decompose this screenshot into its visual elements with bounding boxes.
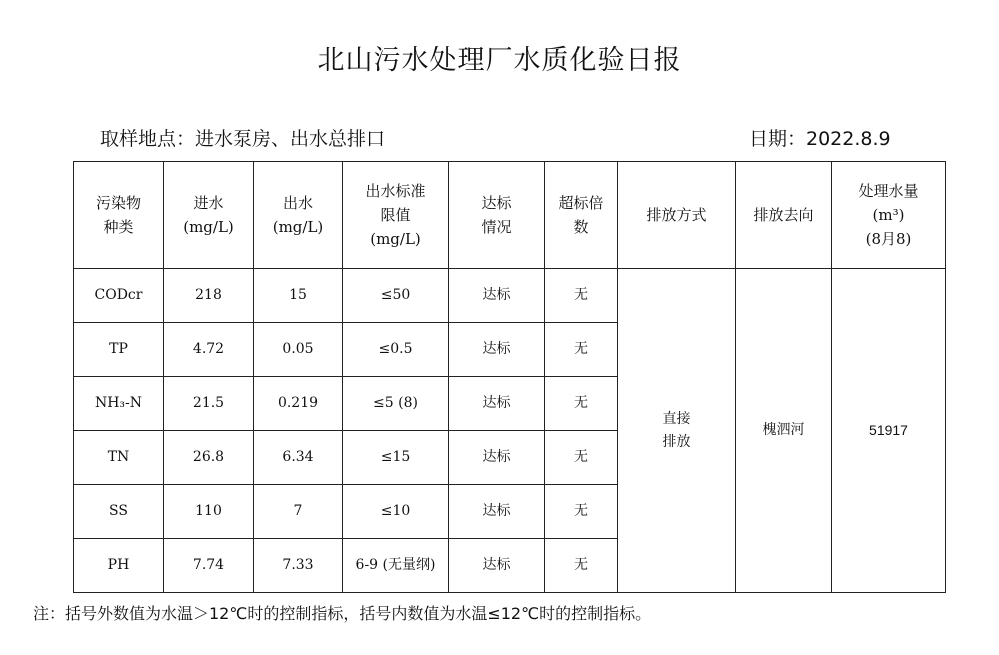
header-discharge-method: 排放方式 [618,162,736,269]
influent-value: 21.5 [164,377,254,431]
water-quality-table [73,161,946,593]
compliance-status: 达标 [449,269,545,323]
header-limit: 出水标准 限值 (mg/L) [343,162,449,269]
sampling-location: 取样地点：进水泵房、出水总排口 [100,128,386,150]
exceed-multiple: 无 [545,539,618,593]
compliance-status: 达标 [449,431,545,485]
effluent-value: 7 [254,485,343,539]
limit-value: 6-9 (无量纲) [343,539,449,593]
effluent-value: 15 [254,269,343,323]
header-compliance: 达标 情况 [449,162,545,269]
discharge-method: 直接 排放 [618,269,736,593]
exceed-multiple: 无 [545,269,618,323]
limit-value: ≤5 (8) [343,377,449,431]
header-pollutant: 污染物 种类 [74,162,164,269]
header-influent: 进水 (mg/L) [164,162,254,269]
effluent-value: 0.05 [254,323,343,377]
pollutant-name: TP [74,323,164,377]
exceed-multiple: 无 [545,485,618,539]
limit-value: ≤15 [343,431,449,485]
influent-value: 218 [164,269,254,323]
pollutant-name: NH₃-N [74,377,164,431]
treated-volume: 51917 [832,269,946,593]
compliance-status: 达标 [449,323,545,377]
header-volume: 处理水量 (m³) (8月8) [832,162,946,269]
influent-value: 7.74 [164,539,254,593]
header-exceed: 超标倍 数 [545,162,618,269]
footnote: 注：括号外数值为水温＞12℃时的控制指标，括号内数值为水温≤12℃时的控制指标。 [33,604,652,623]
header-effluent: 出水 (mg/L) [254,162,343,269]
report-title: 北山污水处理厂水质化验日报 [317,45,682,76]
exceed-multiple: 无 [545,431,618,485]
header-discharge-dest: 排放去向 [736,162,832,269]
influent-value: 26.8 [164,431,254,485]
effluent-value: 7.33 [254,539,343,593]
discharge-destination: 槐泗河 [736,269,832,593]
pollutant-name: PH [74,539,164,593]
compliance-status: 达标 [449,485,545,539]
pollutant-name: TN [74,431,164,485]
exceed-multiple: 无 [545,323,618,377]
limit-value: ≤10 [343,485,449,539]
compliance-status: 达标 [449,377,545,431]
compliance-status: 达标 [449,539,545,593]
exceed-multiple: 无 [545,377,618,431]
limit-value: ≤0.5 [343,323,449,377]
effluent-value: 0.219 [254,377,343,431]
header-row [74,162,946,269]
effluent-value: 6.34 [254,431,343,485]
influent-value: 4.72 [164,323,254,377]
limit-value: ≤50 [343,269,449,323]
table-row [74,269,946,323]
report-date: 日期：2022.8.9 [749,128,891,150]
pollutant-name: SS [74,485,164,539]
influent-value: 110 [164,485,254,539]
pollutant-name: CODcr [74,269,164,323]
